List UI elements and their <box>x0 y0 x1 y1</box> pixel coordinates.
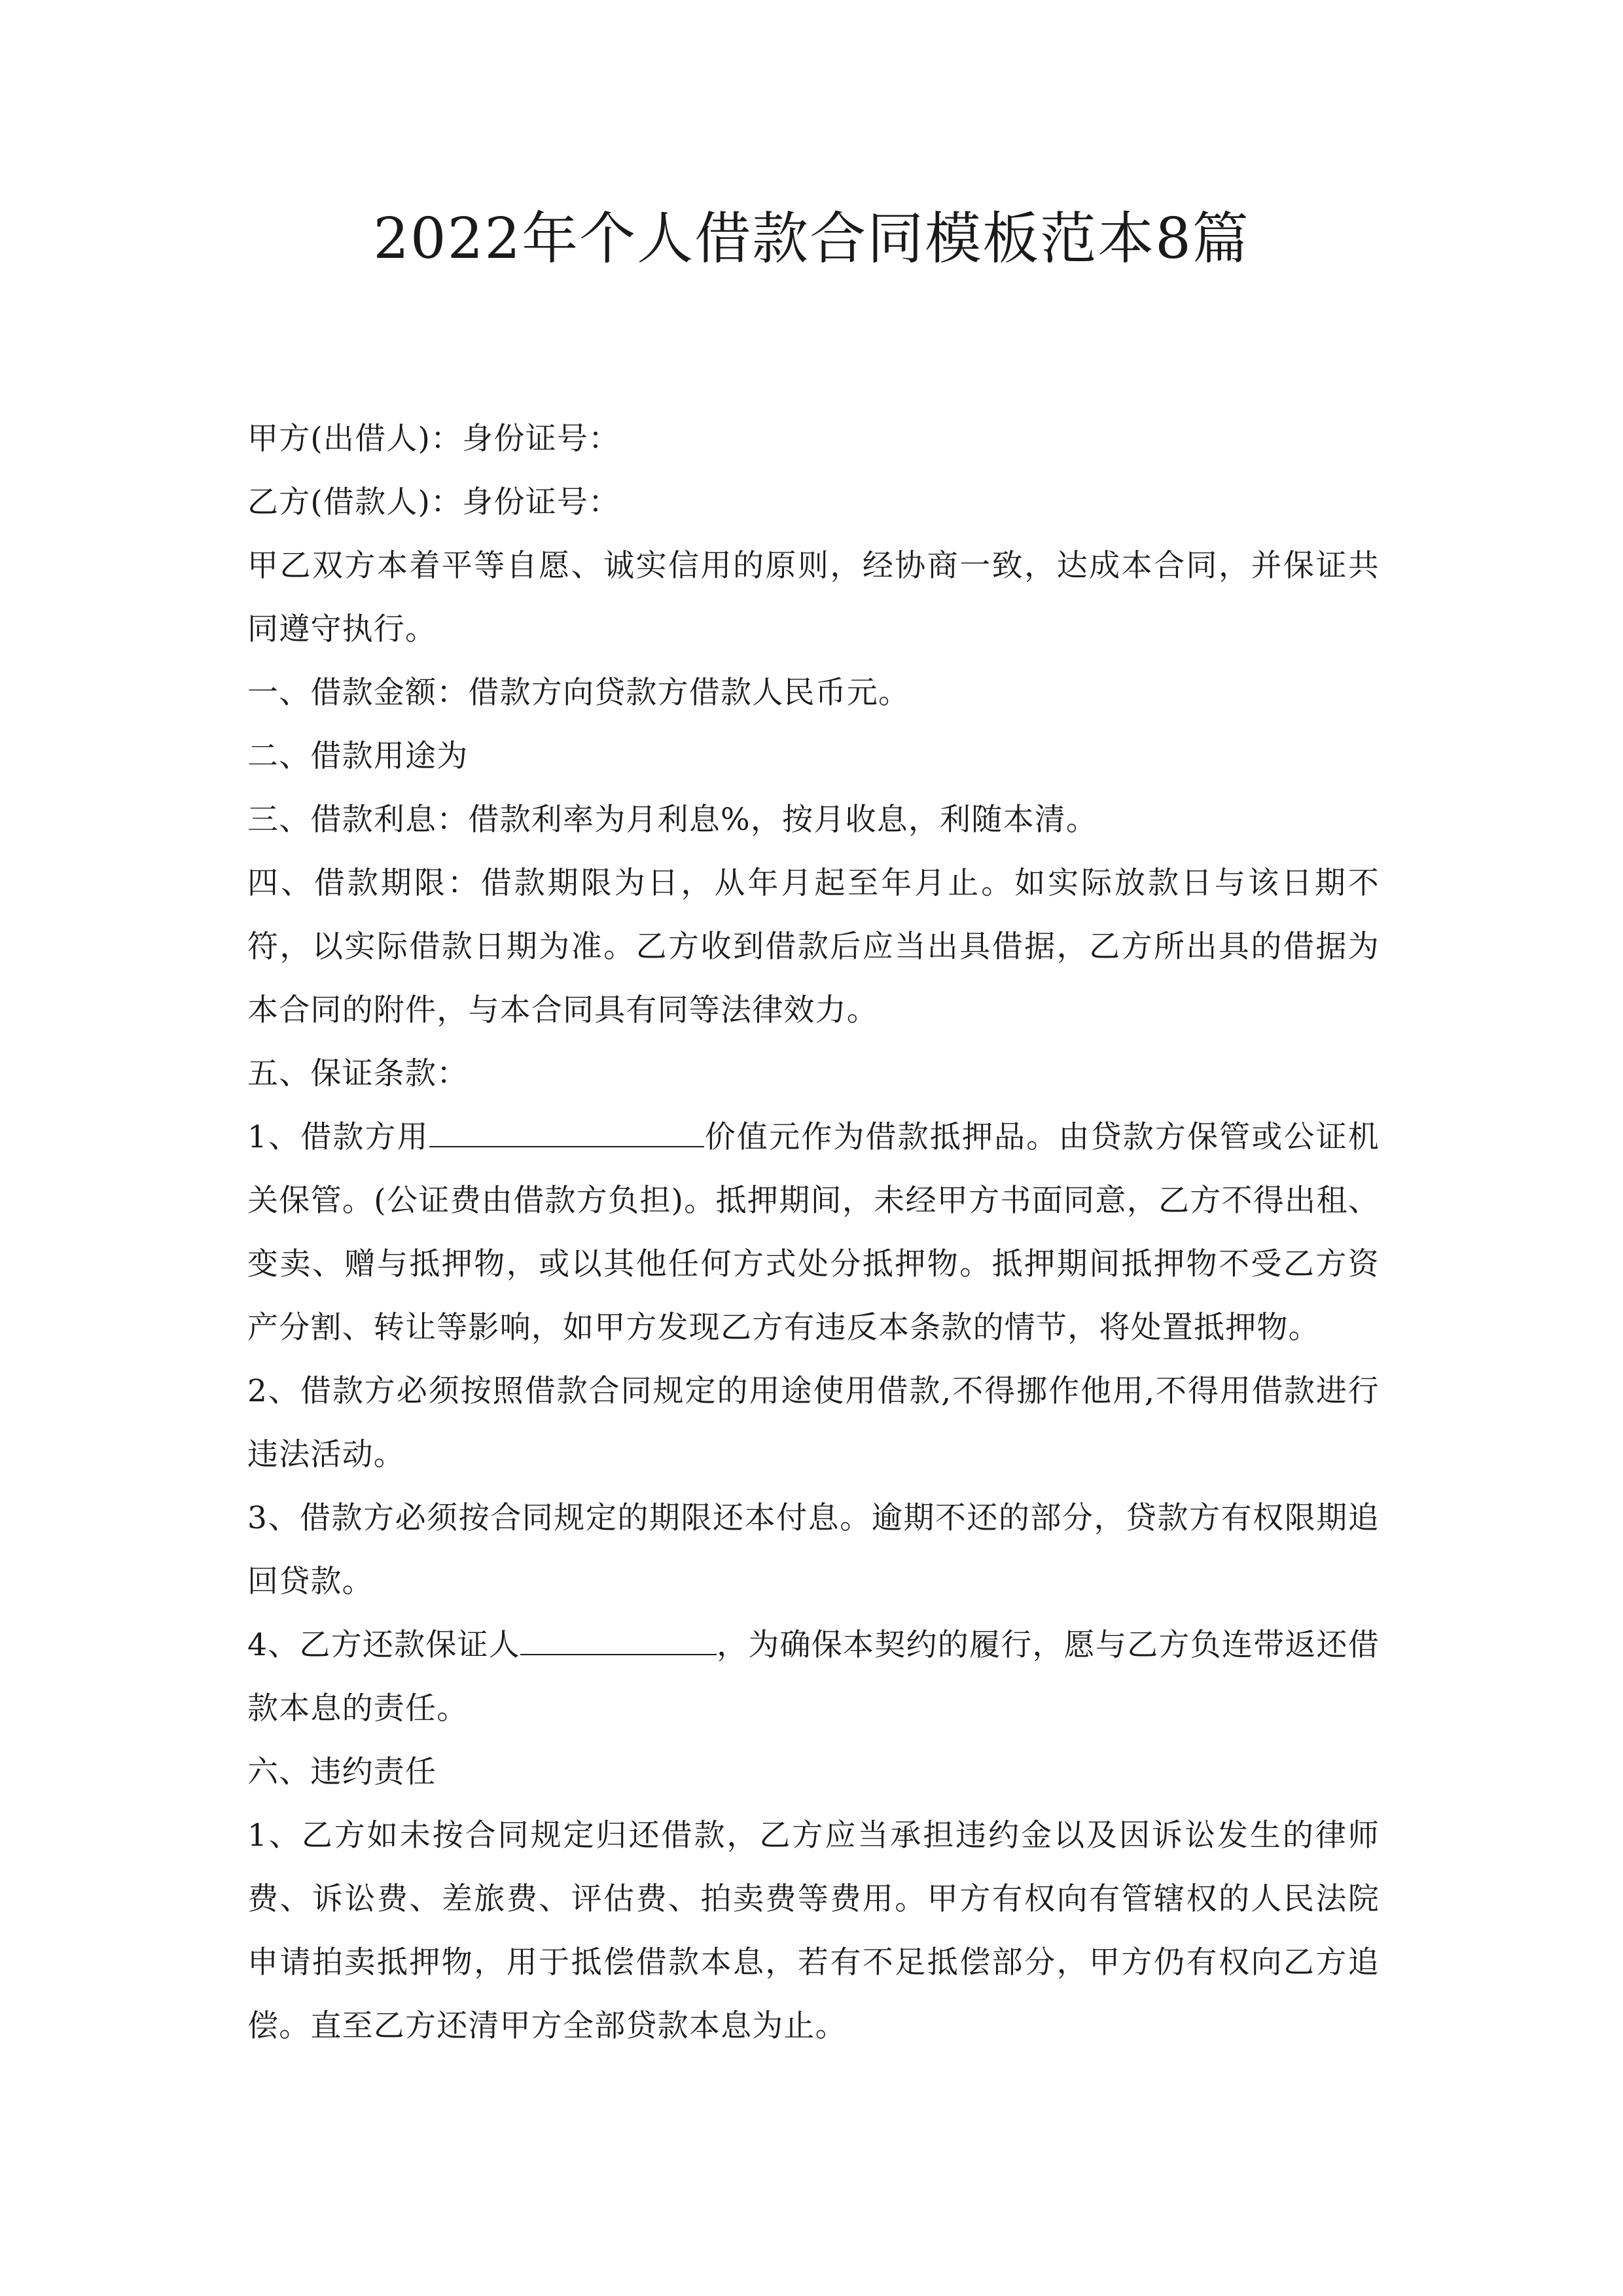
clause-1-body: 价值元作为借款抵押品。由贷款方保管或公证机关保管。(公证费由借款方负担)。抵押期间，未经甲方书面同意，乙方不得出租、变卖、赠与抵押物，或以其他任何方式处分抵押物。抵押期间抵押物不受乙方资产分割、转让等影响，如甲方发现乙方有违反本条款的情节，将处置抵押物。 <box>247 1119 1380 1346</box>
collateral-blank-line <box>429 1115 704 1147</box>
section-5-heading: 五、保证条款： <box>247 1056 469 1092</box>
section-5-clause-3: 3、借款方必须按合同规定的期限还本付息。逾期不还的部分，贷款方有权限期追回贷款。 <box>247 1500 1380 1600</box>
document-body <box>247 407 1380 2058</box>
document-title: 2022年个人借款合同模板范本8篇 <box>373 206 1250 272</box>
section-5-clause-1 <box>247 1105 1380 1359</box>
clause-4-prefix: 4、乙方还款保证人 <box>247 1627 521 1663</box>
clause-4-body: ，为确保本契约的履行，愿与乙方负连带返还借款本息的责任。 <box>247 1627 1380 1727</box>
section-1-amount: 一、借款金额：借款方向贷款方借款人民币元。 <box>247 675 910 711</box>
guarantor-blank-line <box>520 1623 717 1655</box>
party-a-line: 甲方(出借人)：身份证号： <box>247 421 620 457</box>
section-5-clause-2: 2、借款方必须按照借款合同规定的用途使用借款,不得挪作他用,不得用借款进行违法活动。 <box>247 1373 1380 1473</box>
section-6-clause-1: 1、乙方如未按合同规定归还借款，乙方应当承担违约金以及因诉讼发生的律师费、诉讼费、差旅费、评估费、拍卖费等费用。甲方有权向有管辖权的人民法院申请拍卖抵押物，用于抵偿借款本息，若有不足抵偿部分，甲方仍有权向乙方追偿。直至乙方还清甲方全部贷款本息为止。 <box>247 1818 1380 2044</box>
intro-paragraph: 甲乙双方本着平等自愿、诚实信用的原则，经协商一致，达成本合同，并保证共同遵守执行。 <box>247 548 1380 647</box>
party-b-line: 乙方(借款人)：身份证号： <box>247 484 620 520</box>
section-4-term: 四、借款期限：借款期限为日，从年月起至年月止。如实际放款日与该日期不符，以实际借款日期为准。乙方收到借款后应当出具借据，乙方所出具的借据为本合同的附件，与本合同具有同等法律效力。 <box>247 865 1380 1028</box>
section-3-interest: 三、借款利息：借款利率为月利息%，按月收息，利随本清。 <box>247 802 1098 838</box>
section-6-heading: 六、违约责任 <box>247 1754 437 1790</box>
section-5-clause-4 <box>247 1613 1380 1740</box>
clause-1-prefix: 1、借款方用 <box>247 1119 429 1155</box>
section-2-purpose: 二、借款用途为 <box>247 738 469 774</box>
